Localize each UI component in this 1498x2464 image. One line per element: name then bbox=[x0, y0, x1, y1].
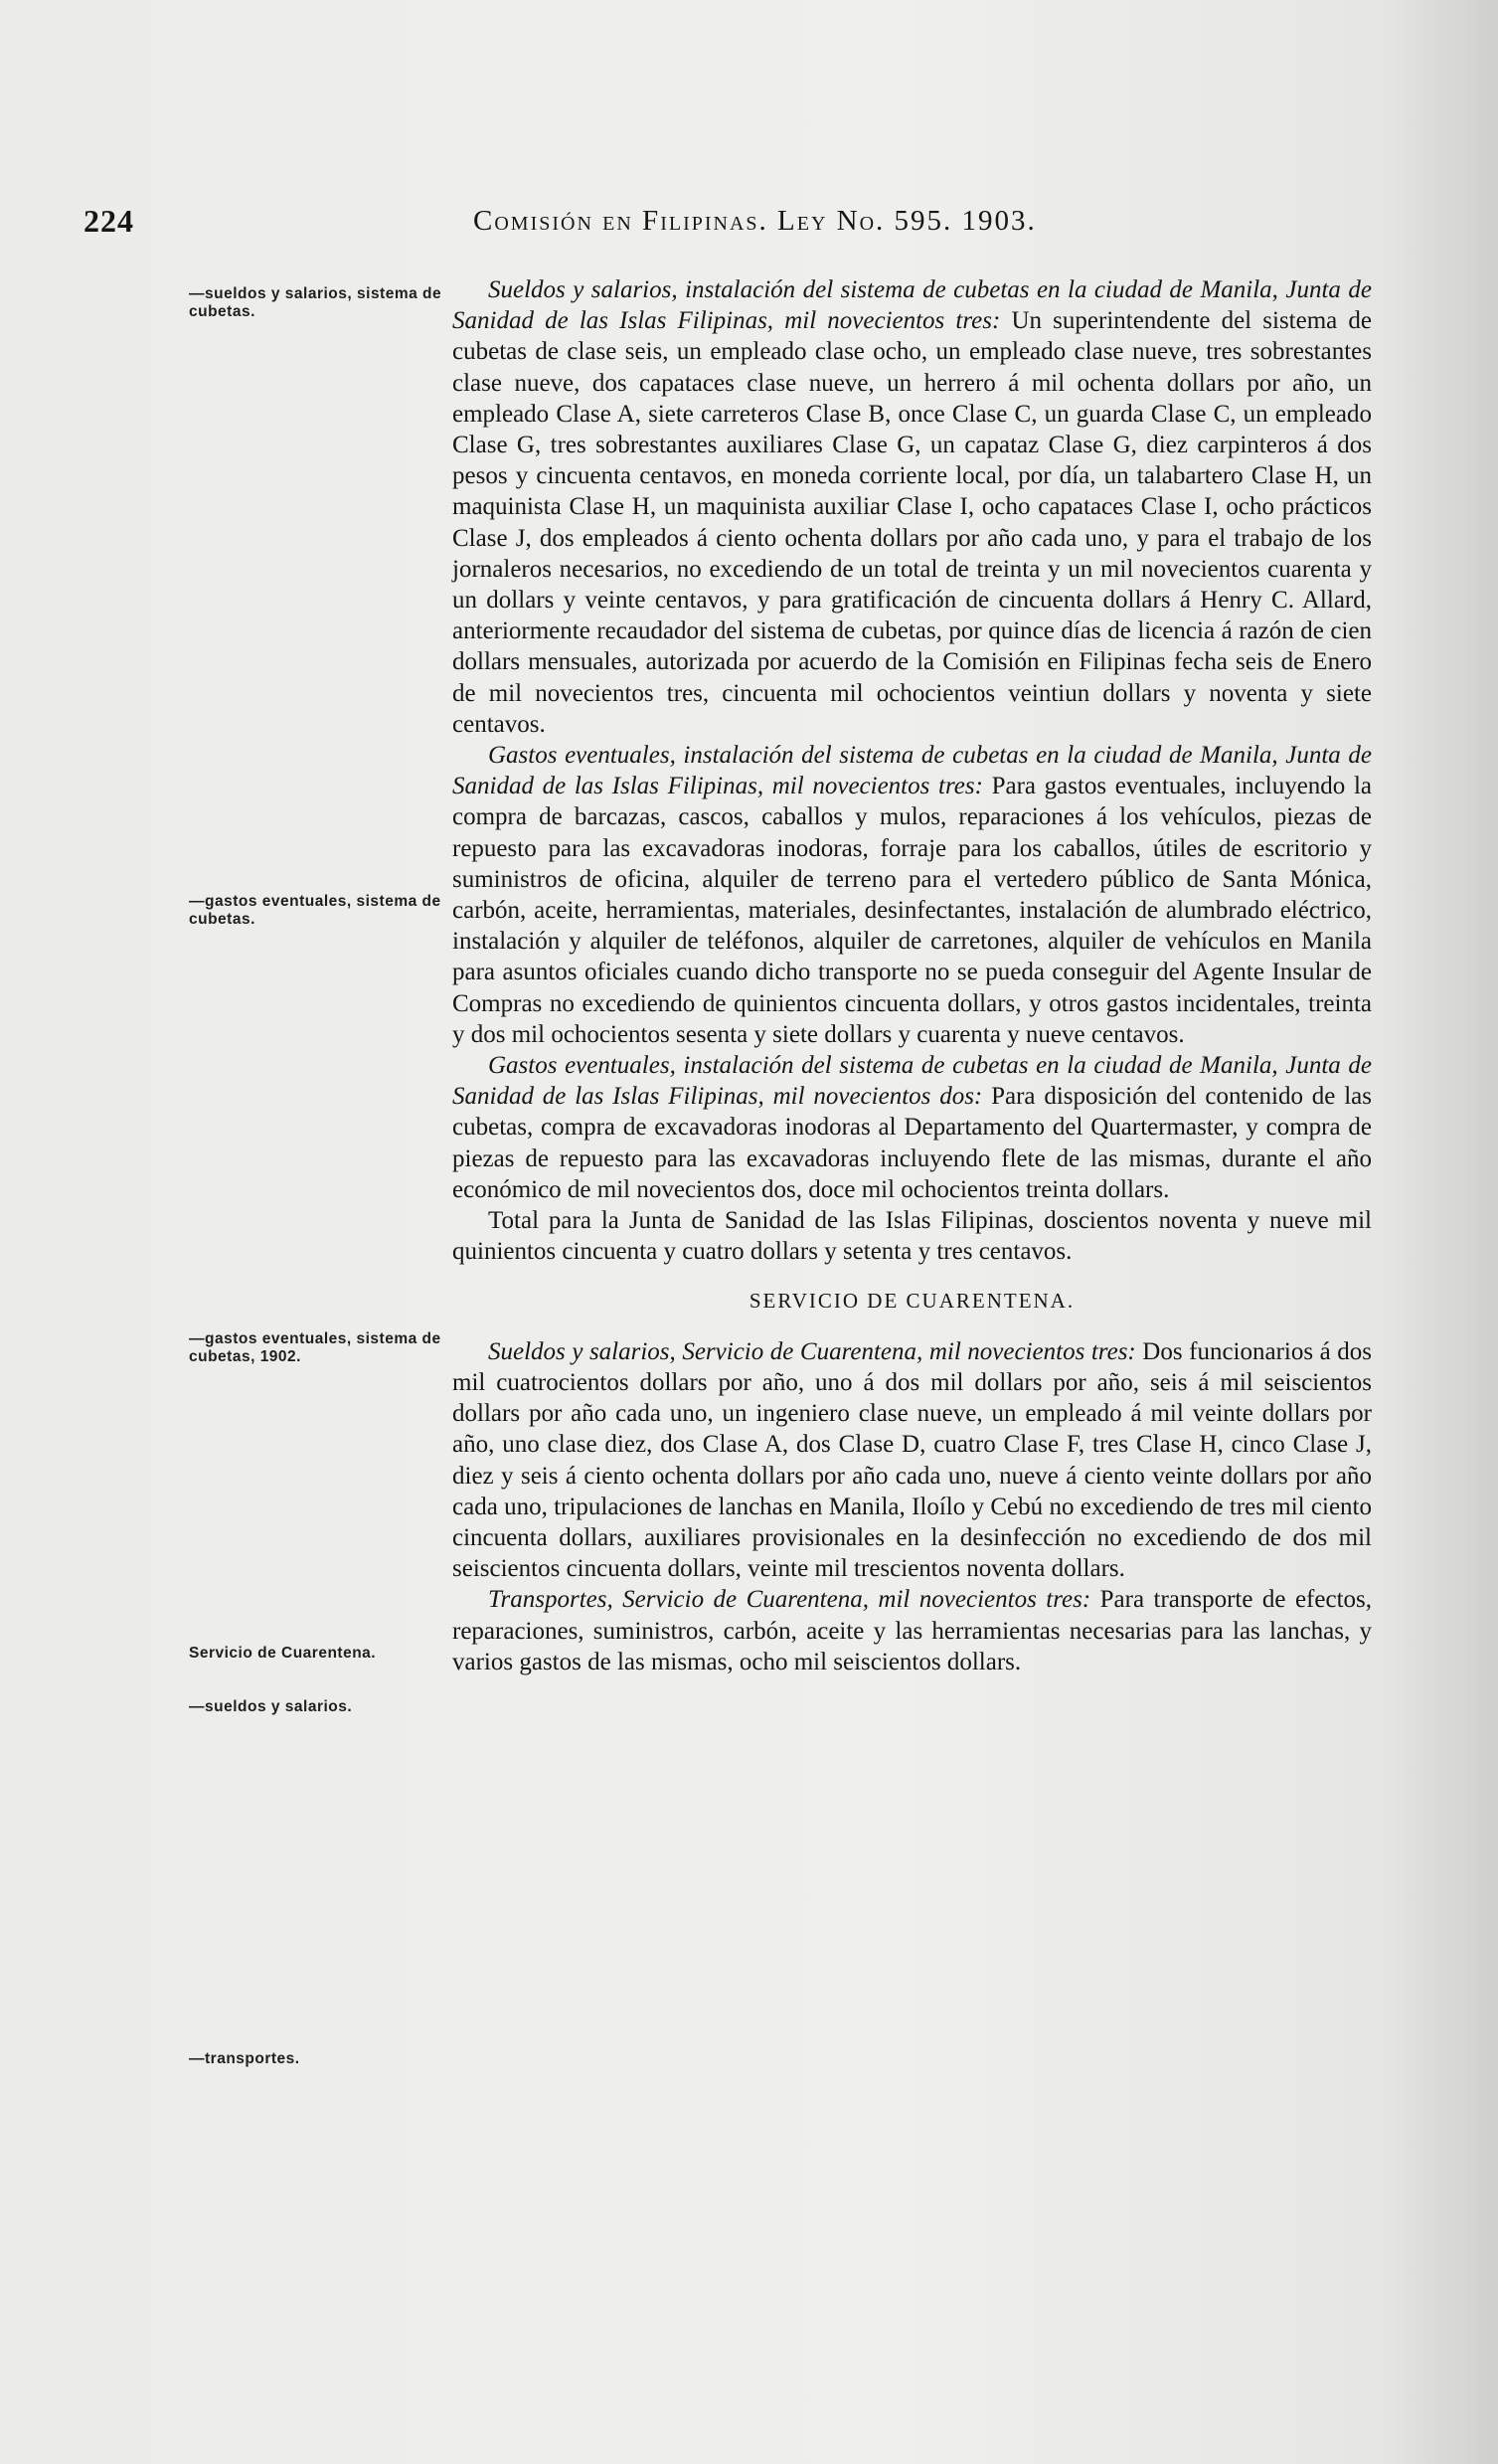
paragraph bbox=[452, 1584, 1372, 1677]
paragraph-lead: Sueldos y salarios, Servicio de Cuarentena, mil novecientos tres: bbox=[488, 1337, 1136, 1365]
paragraph bbox=[452, 740, 1372, 1050]
paragraph-lead: Transportes, Servicio de Cuarentena, mil novecientos tres: bbox=[488, 1586, 1091, 1614]
margin-note: —transportes. bbox=[189, 2050, 300, 2067]
margin-note: —sueldos y salarios. bbox=[189, 1698, 353, 1715]
paragraph-text: Para gastos eventuales, incluyendo la compra de barcazas, cascos, caballos y mulos, reparaciones á los vehículos, piezas de repuesto para las excavadoras inodoras, forraje para los caballos, útiles de escritorio y suministros de oficina, alquiler de terreno para el vertedero público de Santa Mónica, carbón, aceite, herramientas, materiales, desinfectantes, instalación de alumbrado eléctrico, instalación y alquiler de teléfonos, alquiler de carretones, alquiler de vehículos en Manila para asuntos oficiales cuando dicho transporte no se pueda conseguir del Agente Insular de Compras no excediendo de quinientos cincuenta dollars, y otros gastos incidentales, treinta y dos mil ochocientos sesenta y siete dollars y cuarenta y nueve centavos. bbox=[452, 773, 1372, 1048]
page-number: 224 bbox=[83, 203, 134, 239]
margin-note: —gastos eventuales, sistema de cubetas, 1902. bbox=[189, 1330, 441, 1365]
section-heading: SERVICIO DE CUARENTENA. bbox=[749, 1288, 1076, 1313]
paragraph-lead: Sueldos y salarios, instalación del sistema de cubetas en la ciudad de Manila, Junta de Sanidad de las Islas Filipinas, mil novecientos tres: bbox=[452, 276, 1372, 335]
page-header bbox=[83, 203, 1247, 253]
paragraph-text: Un superintendente del sistema de cubetas de clase seis, un empleado clase ocho, un empleado clase nueve, tres sobrestantes clase nueve, dos capataces clase nueve, un herrero á mil ochenta dollars por año, un empleado Clase A, siete carreteros Clase B, once Clase C, un guarda Clase C, un empleado Clase G, tres sobrestantes auxiliares Clase G, un capataz Clase G, diez carpinteros á dos pesos y cincuenta centavos, en moneda corriente local, por día, un talabartero Clase H, un maquinista Clase H, un maquinista auxiliar Clase I, ocho capataces Clase I, ocho prácticos Clase J, dos empleados á ciento ochenta dollars por año cada uno, y para el trabajo de los jornaleros necesarios, no excediendo de un total de treinta y un mil novecientos cuarenta y un dollars y veinte centavos, y para gratificación de cincuenta dollars á Henry C. Allard, anteriormente recaudador del sistema de cubetas, por quince días de licencia á razón de cien dollars mensuales, autorizada por acuerdo de la Comisión en Filipinas fecha seis de Enero de mil novecientos tres, cincuenta mil ochocientos veintiun dollars y noventa y siete centavos. bbox=[452, 307, 1372, 738]
body-text bbox=[452, 274, 1372, 1677]
margin-note: —gastos eventuales, sistema de cubetas. bbox=[189, 893, 441, 928]
margin-note: Servicio de Cuarentena. bbox=[189, 1645, 377, 1662]
paragraph bbox=[452, 274, 1372, 740]
paragraph-text: Total para la Junta de Sanidad de las Islas Filipinas, doscientos noventa y nueve mil quinientos cincuenta y cuatro dollars y setenta y tres centavos. bbox=[452, 1207, 1372, 1266]
paragraph-text: Para transporte de efectos, reparaciones, suministros, carbón, aceite y las herramientas necesarias para las lanchas, y varios gastos de las mismas, ocho mil seiscientos dollars. bbox=[452, 1586, 1372, 1675]
paragraph-text: Para disposición del contenido de las cubetas, compra de excavadoras inodoras al Departamento del Quartermaster, y compra de piezas de repuesto para las excavadoras incluyendo flete de las mismas, durante el año económico de mil novecientos dos, doce mil ochocientos treinta dollars. bbox=[452, 1083, 1372, 1203]
running-head: Comisión en Filipinas. Ley No. 595. 1903. bbox=[473, 205, 1037, 237]
margin-note: —sueldos y salarios, sistema de cubetas. bbox=[189, 285, 442, 320]
paragraph-lead: Gastos eventuales, instalación del sistema de cubetas en la ciudad de Manila, Junta de Sanidad de las Islas Filipinas, mil novecientos dos: bbox=[452, 1052, 1372, 1111]
paragraph bbox=[452, 1205, 1372, 1267]
paragraph-text: Dos funcionarios á dos mil cuatrocientos dollars por año, uno á dos mil dollars por año, seis á mil seiscientos dollars por año cada uno, un ingeniero clase nueve, un empleado á mil veinte dollars por año, uno clase diez, dos Clase A, dos Clase D, cuatro Clase F, tres Clase H, cinco Clase J, diez y seis á ciento ochenta dollars por año cada uno, nueve á ciento veinte dollars por año cada uno, tripulaciones de lanchas en Manila, Iloílo y Cebú no excediendo de tres mil ciento cincuenta dollars, auxiliares provisionales en la desinfección no excediendo de dos mil seiscientos cincuenta dollars, veinte mil trescientos noventa dollars. bbox=[452, 1337, 1372, 1583]
paragraph bbox=[452, 1336, 1372, 1585]
paragraph-lead: Gastos eventuales, instalación del sistema de cubetas en la ciudad de Manila, Junta de Sanidad de las Islas Filipinas, mil novecientos tres: bbox=[452, 742, 1372, 800]
paragraph bbox=[452, 1050, 1372, 1205]
